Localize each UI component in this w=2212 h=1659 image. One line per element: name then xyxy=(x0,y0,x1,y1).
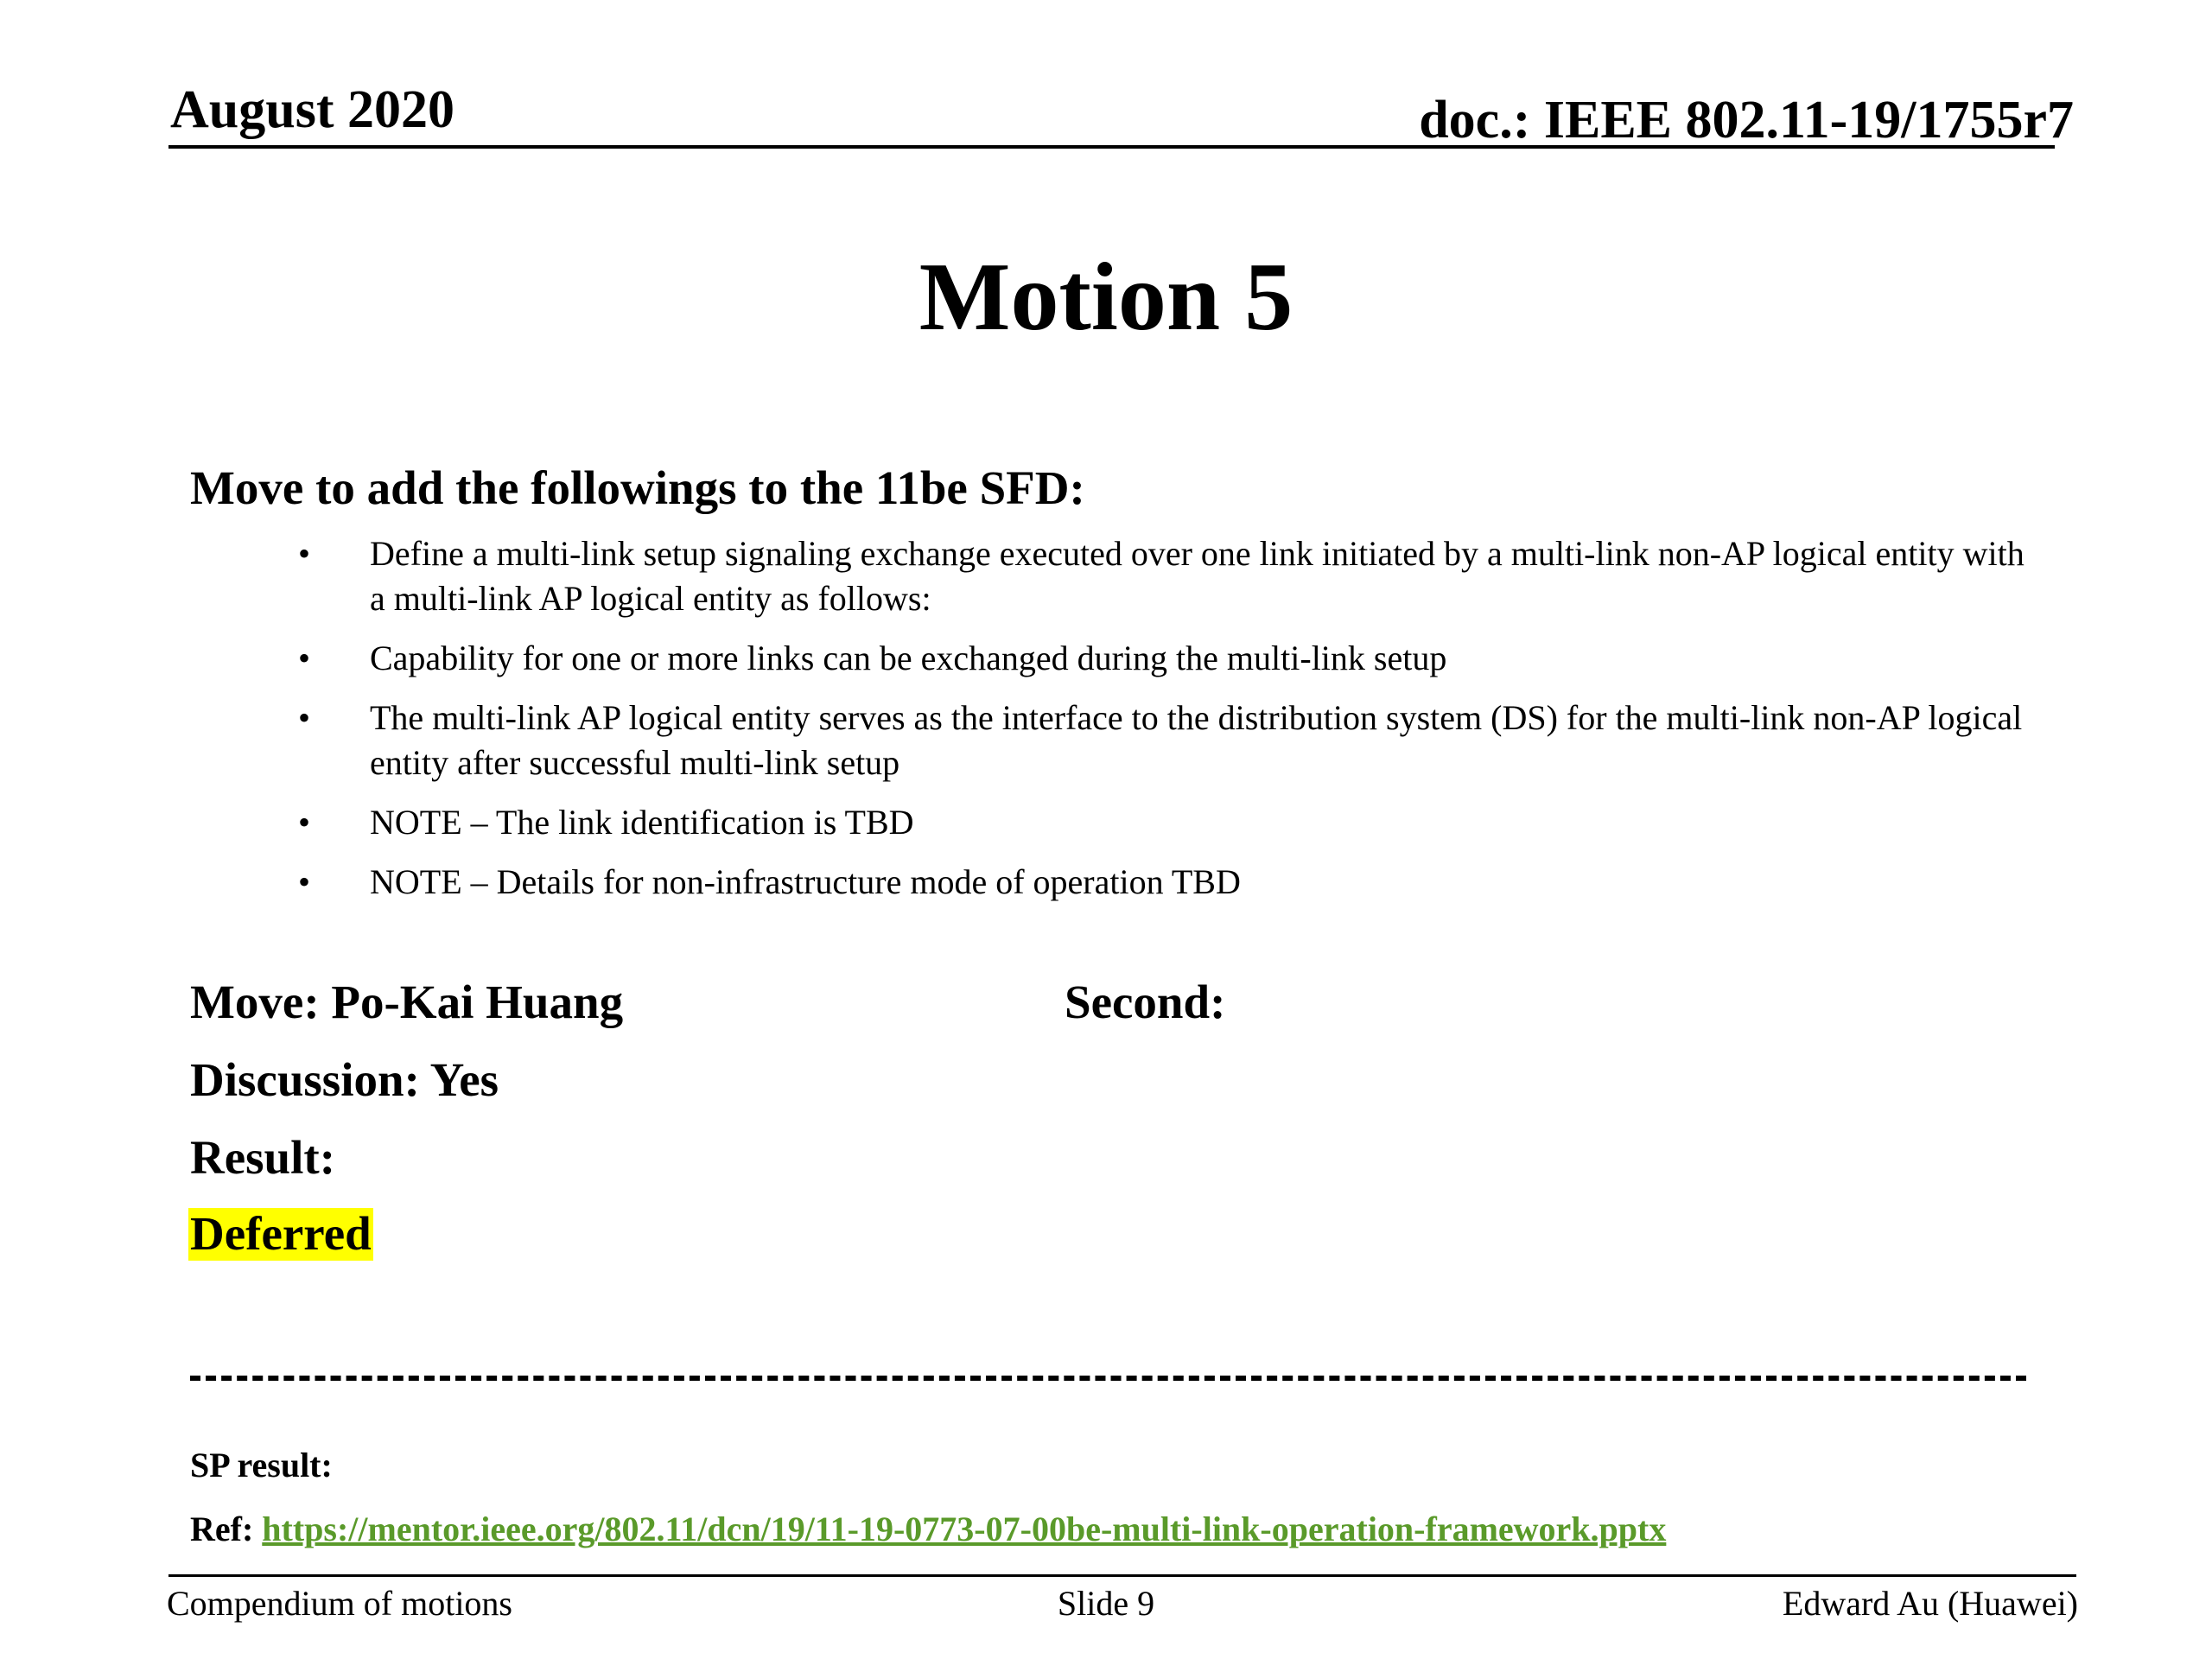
header-doc-id: doc.: IEEE 802.11-19/1755r7 xyxy=(1419,91,2074,149)
seconder-line: Second: xyxy=(1065,976,1226,1028)
bullet-icon: • xyxy=(298,698,311,737)
bullet-icon: • xyxy=(298,534,311,573)
bullet-text: NOTE – Details for non-infrastructure mode of operation TBD xyxy=(370,862,1241,901)
bullet-icon: • xyxy=(298,862,311,901)
discussion-line: Discussion: Yes xyxy=(190,1053,499,1106)
reference-link[interactable]: https://mentor.ieee.org/802.11/dcn/19/11-19-0773-07-00be-multi-link-operation-framework.pptx xyxy=(262,1510,1667,1548)
header-divider xyxy=(168,145,2055,149)
sp-result-label: SP result: xyxy=(190,1446,333,1484)
footer-divider xyxy=(168,1574,2076,1577)
dashed-separator xyxy=(190,1376,2026,1381)
footer-author: Edward Au (Huawei) xyxy=(1782,1584,2078,1623)
bullet-text: The multi-link AP logical entity serves as the interface to the distribution system (DS) for the multi-link non-AP logical entity after successful multi-link setup xyxy=(370,698,2023,782)
bullet-text: Capability for one or more links can be exchanged during the multi-link setup xyxy=(370,639,1447,677)
bullet-text: NOTE – The link identification is TBD xyxy=(370,803,914,842)
list-item xyxy=(298,696,2026,785)
motion-bullet-list xyxy=(298,531,2026,919)
header-date: August 2020 xyxy=(170,80,455,139)
bullet-icon: • xyxy=(298,803,311,842)
bullet-icon: • xyxy=(298,639,311,677)
list-item xyxy=(298,800,2026,845)
slide-number: Slide 9 xyxy=(1057,1584,1155,1623)
list-item xyxy=(298,860,2026,905)
reference-label: Ref: xyxy=(190,1510,263,1548)
footer-left: Compendium of motions xyxy=(167,1584,512,1623)
mover-line: Move: Po-Kai Huang xyxy=(190,976,624,1028)
result-status-badge: Deferred xyxy=(190,1207,372,1260)
motion-intro: Move to add the followings to the 11be SFD: xyxy=(190,461,1085,514)
list-item xyxy=(298,531,2026,621)
list-item xyxy=(298,636,2026,681)
slide-title: Motion 5 xyxy=(918,244,1294,351)
reference-line xyxy=(190,1509,1666,1549)
bullet-text: Define a multi-link setup signaling exchange executed over one link initiated by a multi-link non-AP logical entity with a multi-link AP logical entity as follows: xyxy=(370,534,2024,618)
result-label: Result: xyxy=(190,1131,336,1184)
